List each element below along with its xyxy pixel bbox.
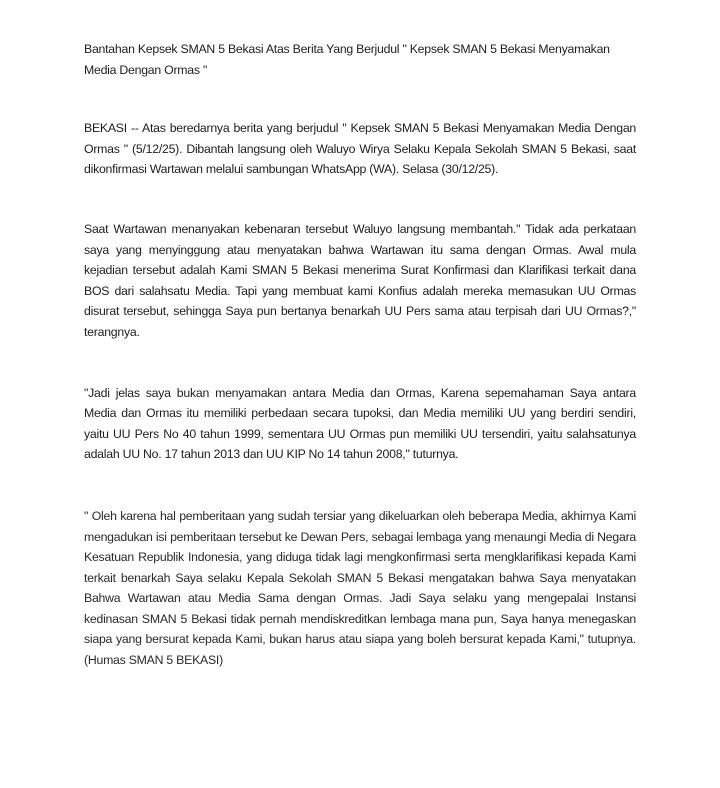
paragraph-clarification: "Jadi jelas saya bukan menyamakan antara Media dan Ormas, Karena sepemahaman Saya antara Media dan Ormas itu memiliki perbedaan secara tupoksi, dan Media memiliki UU yang berdiri sendiri, yaitu UU Pers No 40 tahun 1999, sementara UU Ormas pun memiliki UU tersendiri, yaitu salahsatunya adalah UU No. 17 tahun 2013 dan UU KIP No 14 tahun 2008," tuturnya. bbox=[84, 385, 636, 462]
paragraph-closing: " Oleh karena hal pemberitaan yang sudah tersiar yang dikeluarkan oleh beberapa Media, akhirnya Kami mengadukan isi pemberitaan tersebut ke Dewan Pers, sebagai lembaga yang menaungi Media di Negara Kesatuan Republik Indonesia, yang diduga tidak lagi mengkonfirmasi serta mengklarifikasi kepada Kami terkait benarkah Saya selaku Kepala Sekolah SMAN 5 Bekasi mengatakan bahwa Saya menyatakan Bahwa Wartawan atau Media Sama dengan Ormas. Jadi Saya selaku yang mengepalai Instansi kedinasan SMAN 5 Bekasi tidak pernah mendiskreditkan lembaga mana pun, Saya hanya menegaskan siapa yang bersurat kepada Kami, bukan harus atau siapa yang boleh bersurat kepada Kami," tutupnya. (Humas SMAN 5 BEKASI) bbox=[84, 508, 636, 668]
document-title: Bantahan Kepsek SMAN 5 Bekasi Atas Berita Yang Berjudul " Kepsek SMAN 5 Bekasi Menyamakan Media Dengan Ormas " bbox=[84, 42, 610, 77]
paragraph-intro: BEKASI -- Atas beredarnya berita yang berjudul " Kepsek SMAN 5 Bekasi Menyamakan Media Dengan Ormas " (5/12/25). Dibantah langsung oleh Waluyo Wirya Selaku Kepala Sekolah SMAN 5 Bekasi, saat dikonfirmasi Wartawan melalui sambungan WhatsApp (WA). Selasa (30/12/25). bbox=[84, 121, 636, 177]
paragraph-denial: Saat Wartawan menanyakan kebenaran tersebut Waluyo langsung membantah." Tidak ada perkataan saya yang menyinggung atau menyatakan bahwa Wartawan itu sama dengan Ormas. Awal mula kejadian tersebut adalah Kami SMAN 5 Bekasi menerima Surat Konfirmasi dan Klarifikasi terkait dana BOS dari salahsatu Media. Tapi yang membuat kami Konfius adalah mereka memasukan UU Ormas disurat tersebut, sehingga Saya pun bertanya benarkah UU Pers sama atau terpisah dari UU Ormas?," terangnya. bbox=[84, 221, 636, 339]
document-page bbox=[84, 39, 636, 671]
